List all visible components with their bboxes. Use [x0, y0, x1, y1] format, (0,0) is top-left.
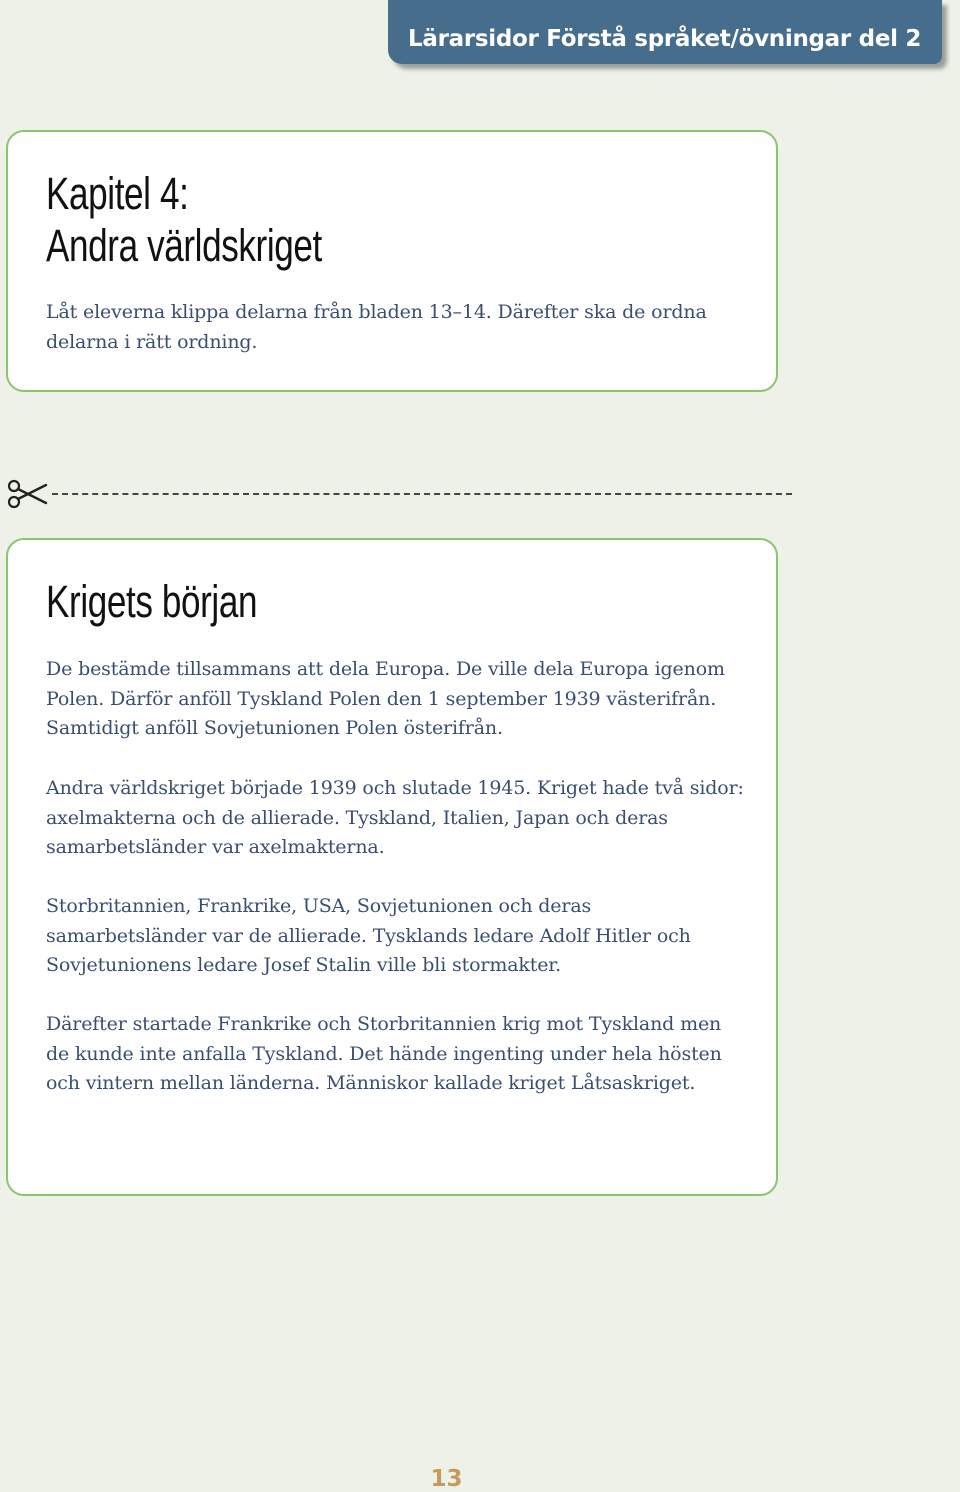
- intro-card: [6, 130, 778, 392]
- paragraph: Därefter startade Frankrike och Storbritannien krig mot Tyskland men de kunde inte anfalla Tyskland. Det hände ingenting under hela hösten och vintern mellan länderna. Människor kallade kriget Låtsaskriget.: [46, 1013, 722, 1095]
- paragraph: Storbritannien, Frankrike, USA, Sovjetunionen och deras samarbetsländer var de allierade. Tysklands ledare Adolf Hitler och Sovjetunionens ledare Josef Stalin ville bli stormakter.: [46, 895, 691, 977]
- section-card: [6, 538, 778, 1196]
- page-number: 13: [430, 1466, 463, 1492]
- scissors-icon: [6, 478, 48, 510]
- chapter-heading-line1: Kapitel 4:: [46, 168, 189, 219]
- section-heading: Krigets början: [46, 576, 258, 627]
- header-title: Lärarsidor Förstå språket/övningar del 2: [408, 26, 922, 52]
- paragraph: De bestämde tillsammans att dela Europa. De ville dela Europa igenom Polen. Därför anföll Tyskland Polen den 1 september 1939 västerifrån. Samtidigt anföll Sovjetunionen Polen österifrån.: [46, 658, 725, 740]
- cut-line: [6, 478, 786, 510]
- chapter-heading: [46, 168, 322, 272]
- dashed-cut-line: [52, 493, 792, 495]
- chapter-heading-line2: Andra världskriget: [46, 220, 322, 271]
- paragraph: Andra världskriget började 1939 och slutade 1945. Kriget hade två sidor: axelmakterna och de allierade. Tyskland, Italien, Japan och deras samarbetsländer var axelmakterna.: [46, 777, 744, 859]
- intro-instructions: Låt eleverna klippa delarna från bladen 13–14. Därefter ska de ordna delarna i rätt ordning.: [46, 301, 707, 353]
